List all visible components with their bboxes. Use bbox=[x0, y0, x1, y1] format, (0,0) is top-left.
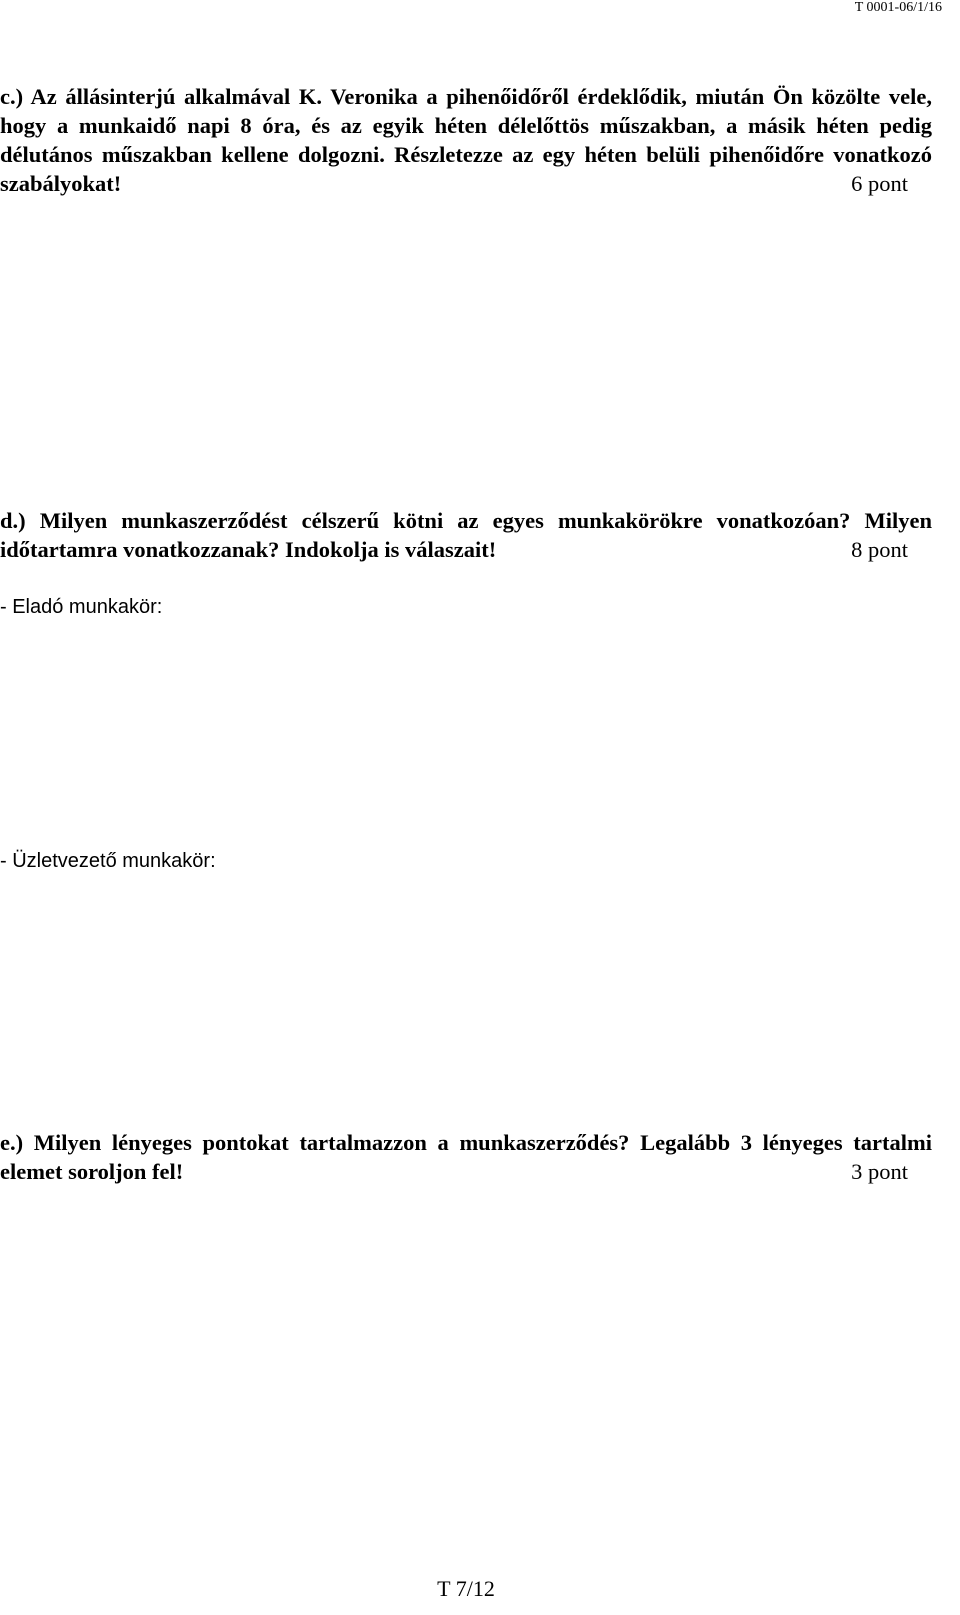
question-d bbox=[0, 506, 932, 564]
question-d-points: 8 pont bbox=[851, 537, 908, 562]
question-e-points: 3 pont bbox=[851, 1159, 908, 1184]
question-e-text: e.) Milyen lényeges pontokat tartalmazzon a munkaszerződés? Legalább 3 lényeges tartalmi elemet soroljon fel! bbox=[0, 1130, 932, 1184]
question-d-text: d.) Milyen munkaszerződést célszerű kötni az egyes munkakörökre vonatkozóan? Milyen időtartamra vonatkozzanak? Indokolja is válaszait! bbox=[0, 508, 932, 562]
question-e bbox=[0, 1128, 932, 1186]
document-id: T 0001-06/1/16 bbox=[854, 0, 942, 15]
question-c bbox=[0, 82, 932, 198]
page-number: T 7/12 bbox=[437, 1576, 495, 1601]
question-c-points: 6 pont bbox=[851, 171, 908, 196]
sub-item-elado: - Eladó munkakör: bbox=[0, 596, 163, 618]
sub-item-uzletvezeto: - Üzletvezető munkakör: bbox=[0, 850, 216, 872]
question-c-text: c.) Az állásinterjú alkalmával K. Veronika a pihenőidőről érdeklődik, miután Ön közölte vele, hogy a munkaidő napi 8 óra, és az egyik héten délelőttös műszakban, a másik héten pedig délutános műszakban kellene dolgozni. Részletezze az egy héten belüli pihenőidőre vonatkozó szabályokat! bbox=[0, 84, 932, 196]
